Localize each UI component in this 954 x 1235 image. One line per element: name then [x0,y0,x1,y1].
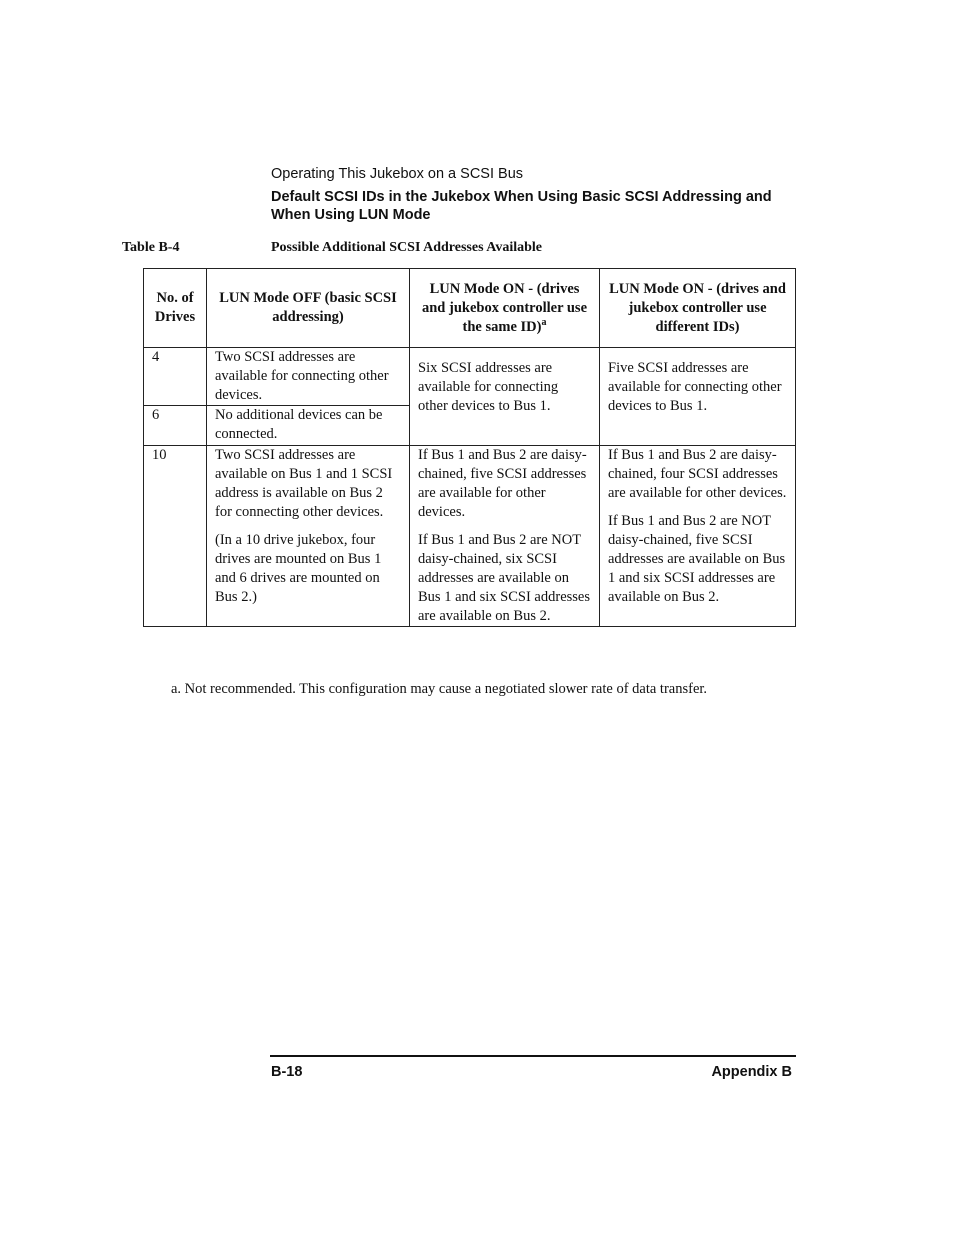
cell-drives: 4 [144,348,207,406]
footer-divider [270,1055,796,1057]
page-number: B-18 [271,1064,303,1080]
cell-paragraph: If Bus 1 and Bus 2 are daisy-chained, five SCSI addresses are available for other devices. [418,447,587,520]
table-label: Table B-4 [122,240,180,255]
appendix-label: Appendix B [711,1064,792,1080]
cell-lun-same-merged: Six SCSI addresses are available for connecting other devices to Bus 1. [410,348,600,446]
cell-drives: 6 [144,406,207,446]
header-lun-same-text: LUN Mode ON - (drives and jukebox controller use the same ID) [421,280,588,335]
cell-paragraph: (In a 10 drive jukebox, four drives are mounted on Bus 1 and 6 drives are mounted on Bus 2.) [215,532,382,605]
header-no-of-drives: No. of Drives [144,269,207,348]
cell-paragraph: Two SCSI addresses are available on Bus 1 and 1 SCSI address is available on Bus 2 for connecting other devices. [215,447,393,520]
scsi-address-table [143,268,796,627]
header-lun-mode-on-same-id [410,269,600,348]
cell-lun-off: Two SCSI addresses are available for connecting other devices. [207,348,410,406]
cell-lun-same [410,446,600,627]
table-header-row [144,269,796,348]
cell-lun-diff-merged: Five SCSI addresses are available for connecting other devices to Bus 1. [600,348,796,446]
cell-paragraph: If Bus 1 and Bus 2 are NOT daisy-chained, six SCSI addresses are available on Bus 1 and six SCSI addresses are available on Bus 2. [418,532,590,624]
cell-drives: 10 [144,446,207,627]
running-head: Operating This Jukebox on a SCSI Bus [271,166,524,182]
cell-paragraph: If Bus 1 and Bus 2 are daisy-chained, four SCSI addresses are available for other devices. [608,447,787,501]
cell-lun-off [207,446,410,627]
cell-paragraph: If Bus 1 and Bus 2 are NOT daisy-chained, five SCSI addresses are available on Bus 1 and six SCSI addresses are available on Bus 2. [608,513,786,605]
cell-lun-off: No additional devices can be connected. [207,406,410,446]
table-row [144,348,796,406]
header-lun-mode-on-different-ids: LUN Mode ON - (drives and jukebox controller use different IDs) [600,269,796,348]
cell-lun-diff [600,446,796,627]
section-title: Default SCSI IDs in the Jukebox When Using Basic SCSI Addressing and When Using LUN Mode [271,189,772,223]
table-caption: Possible Additional SCSI Addresses Available [271,240,542,255]
table-footnote: a. Not recommended. This configuration may cause a negotiated slower rate of data transfer. [171,681,708,697]
footnote-marker: a [541,316,547,328]
table-row [144,446,796,627]
header-lun-mode-off: LUN Mode OFF (basic SCSI addressing) [207,269,410,348]
